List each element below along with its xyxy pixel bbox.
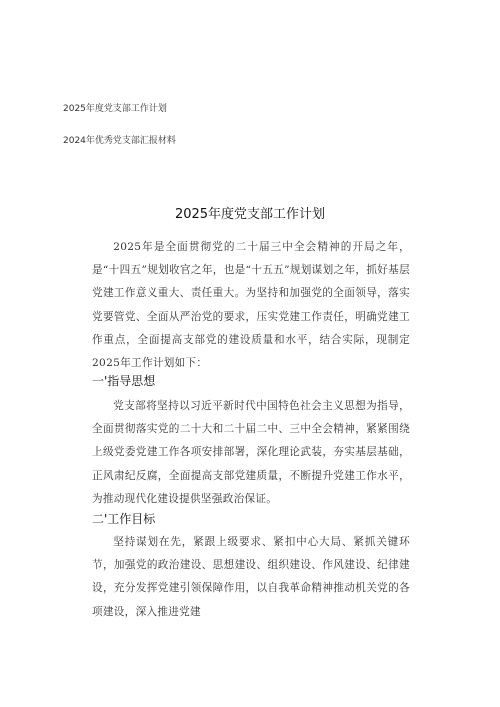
- page-title: 2025年度党支部工作计划: [174, 207, 326, 222]
- section-heading-work-goals: 二'工作目标: [92, 512, 156, 526]
- work-goals-paragraph: 坚持谋划在先，紧跟上级要求、紧扣中心大局、紧抓关键环节，加强党的政治建设、思想建设、组织建设、作风建设、纪律建设，充分发挥党建引领保障作用，以自我革命精神推动机关党的各项建设，深入推进党建: [92, 536, 410, 618]
- section-heading-guiding-ideology: 一'指导思想: [92, 374, 156, 388]
- guiding-ideology-paragraph: 党支部将坚持以习近平新时代中国特色社会主义思想为指导，全面贯彻落实党的二十大和二十届二中、三中全会精神，紧紧围绕上级党委党建工作各项安排部署，深化理论武装，夯实基层基础，正风肃纪反腐，全面提高支部党建质量，不断提升党建工作水平，为推动现代化建设提供坚强政治保证。: [92, 400, 410, 505]
- toc-link-report-material[interactable]: 2024年优秀党支部汇报材料: [63, 136, 176, 146]
- toc-link-work-plan[interactable]: 2025年度党支部工作计划: [63, 104, 167, 114]
- intro-paragraph: 2025年是全面贯彻党的二十届三中全会精神的开局之年，是“十四五”规划收官之年，也是“十五五”规划谋划之年，抓好基层党建工作意义重大、责任重大。为坚持和加强党的全面领导，落实党要管党、全面从严治党的要求，压实党建工作责任，明确党建工作重点，全面提高支部党的建设质量和水平，结合实际，现制定2025年工作计划如下：: [92, 241, 410, 370]
